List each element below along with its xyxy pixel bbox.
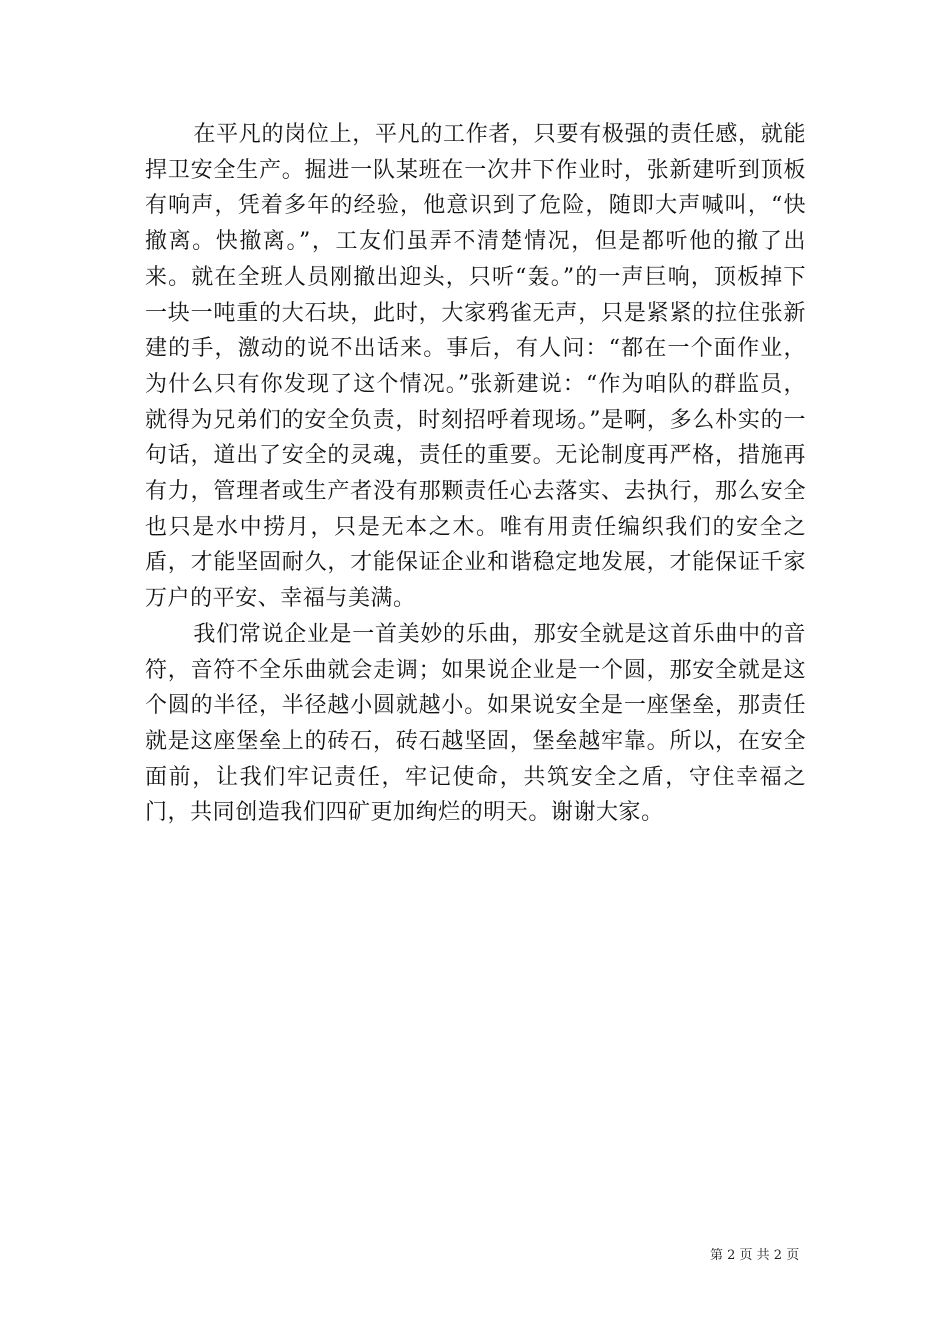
- document-body: [145, 117, 806, 831]
- page-number-footer: 第 2 页 共 2 页: [710, 1248, 800, 1263]
- paragraph-2: 我们常说企业是一首美妙的乐曲，那安全就是这首乐曲中的音符，音符不全乐曲就会走调；如果说企业是一个圆，那安全就是这个圆的半径，半径越小圆就越小。如果说安全是一座堡垒，那责任就是这座堡垒上的砖石，砖石越坚固，堡垒越牢靠。所以，在安全面前，让我们牢记责任，牢记使命，共筑安全之盾，守住幸福之门，共同创造我们四矿更加绚烂的明天。谢谢大家。: [145, 621, 806, 826]
- paragraph-1: 在平凡的岗位上，平凡的工作者，只要有极强的责任感，就能捍卫安全生产。掘进一队某班在一次井下作业时，张新建听到顶板有响声，凭着多年的经验，他意识到了危险，随即大声喊叫，“快撤离。快撤离。”，工友们虽弄不清楚情况，但是都听他的撤了出来。就在全班人员刚撤出迎头，只听“轰。”的一声巨响，顶板掉下一块一吨重的大石块，此时，大家鸦雀无声，只是紧紧的拉住张新建的手，激动的说不出话来。事后，有人问：“都在一个面作业，为什么只有你发现了这个情况。”张新建说：“作为咱队的群监员，就得为兄弟们的安全负责，时刻招呼着现场。”是啊，多么朴实的一句话，道出了安全的灵魂，责任的重要。无论制度再严格，措施再有力，管理者或生产者没有那颗责任心去落实、去执行，那么安全也只是水中捞月，只是无本之木。唯有用责任编织我们的安全之盾，才能坚固耐久，才能保证企业和谐稳定地发展，才能保证千家万户的平安、幸福与美满。: [145, 122, 806, 612]
